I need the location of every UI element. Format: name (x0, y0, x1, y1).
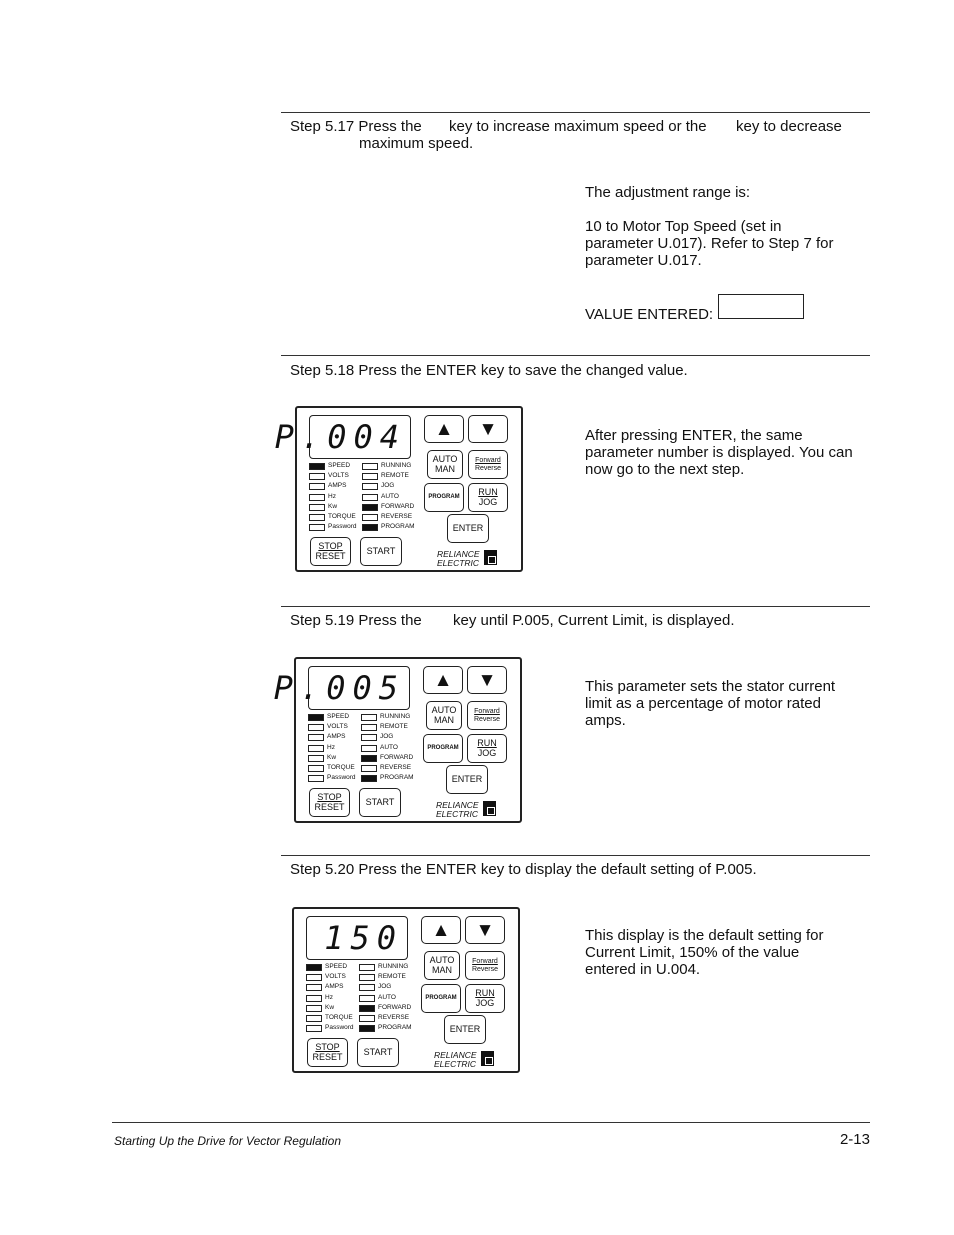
led-label: TORQUE (328, 512, 356, 520)
logo-line-1: RELIANCE (436, 800, 479, 810)
led-row (362, 481, 422, 491)
led-indicator-icon (308, 765, 324, 772)
led-label: FORWARD (380, 753, 414, 761)
reverse-label: Reverse (471, 965, 499, 973)
led-row (306, 962, 361, 972)
led-indicator-icon (362, 473, 378, 480)
led-row (362, 502, 422, 512)
led-indicator-icon (309, 504, 325, 511)
reliance-logo-icon (481, 1051, 494, 1066)
keypad-display (274, 415, 411, 459)
range-title: The adjustment range is: (585, 184, 751, 201)
led-label: REVERSE (380, 763, 412, 771)
led-row (308, 712, 363, 722)
led-indicator-icon (306, 1015, 322, 1022)
led-indicator-icon (361, 714, 377, 721)
enter-button[interactable]: ENTER (446, 765, 488, 794)
reliance-logo-icon (483, 801, 496, 816)
led-indicator-icon (308, 775, 324, 782)
logo-line-1: RELIANCE (437, 549, 480, 559)
led-label: Hz (327, 743, 335, 751)
forward-reverse-button[interactable] (468, 450, 508, 479)
step-5-18-note-1: After pressing ENTER, the same (585, 427, 803, 444)
auto-man-button[interactable] (427, 450, 463, 479)
led-label: JOG (380, 733, 394, 741)
led-label: REMOTE (381, 472, 409, 480)
logo-line-2: ELECTRIC (437, 558, 480, 568)
footer-rule (112, 1122, 870, 1123)
led-label: RUNNING (381, 462, 412, 469)
logo-line-2: ELECTRIC (434, 1059, 477, 1069)
led-row (306, 982, 361, 992)
led-indicator-icon (308, 734, 324, 741)
program-button[interactable]: PROGRAM (423, 734, 463, 763)
led-label: Password (325, 1024, 354, 1032)
run-label: RUN (478, 487, 498, 497)
led-indicator-icon (359, 974, 375, 981)
led-row (309, 512, 364, 522)
down-arrow-icon: ▼ (475, 919, 495, 941)
led-indicator-icon (309, 524, 325, 531)
step-5-20-note-1: This display is the default setting for (585, 927, 824, 944)
logo-line-2: ELECTRIC (436, 809, 479, 819)
led-label: AMPS (327, 733, 346, 741)
keypad-panel (292, 907, 520, 1073)
step-5-17-text-mid: key to increase maximum speed or the (449, 118, 707, 135)
led-row (362, 461, 422, 471)
led-label: JOG (381, 482, 395, 490)
led-indicator-icon (362, 494, 378, 501)
led-row (309, 492, 364, 502)
step-5-20-note-2: Current Limit, 150% of the value (585, 944, 800, 961)
led-row (308, 722, 363, 732)
led-label: Hz (325, 993, 333, 1001)
led-indicator-icon (306, 1025, 322, 1032)
value-entered-box[interactable] (718, 294, 804, 319)
man-label: MAN (432, 964, 452, 975)
up-arrow-button[interactable] (424, 415, 464, 443)
led-row (361, 753, 421, 763)
led-indicator-icon (308, 755, 324, 762)
start-button[interactable]: START (359, 788, 401, 817)
man-label: MAN (435, 463, 455, 474)
led-label: REVERSE (381, 512, 413, 520)
led-indicator-icon (306, 974, 322, 981)
led-row (362, 512, 422, 522)
auto-label: AUTO (431, 705, 457, 715)
led-indicator-icon (306, 995, 322, 1002)
section-rule (281, 112, 870, 113)
program-button[interactable]: PROGRAM (424, 483, 464, 512)
forward-label: Forward (475, 456, 501, 464)
forward-label: Forward (474, 707, 500, 715)
led-indicator-icon (361, 745, 377, 752)
auto-man-button[interactable] (426, 701, 462, 730)
led-label: AMPS (328, 482, 347, 490)
section-rule (281, 355, 870, 356)
led-indicator-icon (362, 524, 378, 531)
run-label: RUN (475, 988, 495, 998)
led-row (306, 1003, 361, 1013)
led-row (359, 1003, 419, 1013)
led-row (361, 722, 421, 732)
led-row (359, 1013, 419, 1023)
led-label: Kw (325, 1003, 335, 1011)
led-row (308, 763, 363, 773)
keypad-panel (274, 406, 523, 572)
led-row (361, 743, 421, 753)
step-5-20-note-3: entered in U.004. (585, 961, 701, 978)
display-readout: 150 (324, 919, 403, 957)
display-readout: P.004 (274, 418, 406, 456)
led-row (361, 732, 421, 742)
jog-label: JOG (477, 747, 497, 758)
stop-reset-button[interactable] (309, 788, 350, 817)
led-label: SPEED (328, 462, 351, 469)
down-arrow-icon: ▼ (477, 669, 497, 691)
run-jog-button[interactable] (467, 734, 507, 763)
led-label: Password (328, 523, 357, 531)
led-row (309, 502, 364, 512)
led-indicator-icon (309, 483, 325, 490)
led-indicator-icon (359, 984, 375, 991)
led-row (308, 743, 363, 753)
led-indicator-icon (361, 775, 377, 782)
led-row (306, 993, 361, 1003)
led-label: REMOTE (380, 723, 408, 731)
led-row (309, 522, 364, 532)
reliance-logo-icon (484, 550, 497, 565)
stop-reset-button[interactable] (307, 1038, 348, 1067)
reset-label: RESET (315, 550, 346, 561)
led-label: SPEED (327, 713, 350, 720)
led-column-left (309, 461, 364, 532)
led-column-right (359, 962, 419, 1033)
step-5-18-note-2: parameter number is displayed. You can (585, 444, 853, 461)
up-arrow-button[interactable] (421, 916, 461, 944)
up-arrow-button[interactable] (423, 666, 463, 694)
led-label: REVERSE (378, 1013, 410, 1021)
led-indicator-icon (306, 984, 322, 991)
auto-man-button[interactable] (424, 951, 460, 980)
run-jog-button[interactable] (468, 483, 508, 512)
led-label: PROGRAM (378, 1024, 412, 1032)
led-indicator-icon (306, 1005, 322, 1012)
enter-button[interactable]: ENTER (444, 1015, 486, 1044)
jog-label: JOG (478, 496, 498, 507)
forward-reverse-button[interactable] (467, 701, 507, 730)
led-column-right (361, 712, 421, 783)
step-5-19-note-1: This parameter sets the stator current (585, 678, 836, 695)
reliance-logo-text (437, 550, 480, 568)
step-5-17-text-line2: maximum speed. (359, 135, 474, 152)
led-row (309, 461, 364, 471)
step-5-17-text: Step 5.17 Press the (290, 118, 422, 135)
keypad-display (273, 666, 410, 710)
led-row (359, 993, 419, 1003)
led-row (309, 481, 364, 491)
led-row (359, 982, 419, 992)
reverse-label: Reverse (473, 715, 501, 723)
section-rule (281, 606, 870, 607)
led-label: FORWARD (378, 1003, 412, 1011)
led-indicator-icon (309, 463, 325, 470)
led-label: PROGRAM (380, 774, 414, 782)
led-label: SPEED (325, 963, 348, 970)
run-label: RUN (477, 738, 497, 748)
led-row (308, 753, 363, 763)
step-5-18-note-3: now go to the next step. (585, 461, 745, 478)
down-arrow-button[interactable] (467, 666, 507, 694)
led-indicator-icon (359, 964, 375, 971)
led-indicator-icon (306, 964, 322, 971)
logo-line-1: RELIANCE (434, 1050, 477, 1060)
led-label: RUNNING (378, 963, 409, 970)
led-row (306, 1013, 361, 1023)
led-indicator-icon (309, 514, 325, 521)
start-button[interactable]: START (360, 537, 402, 566)
led-label: AMPS (325, 983, 344, 991)
led-indicator-icon (359, 1025, 375, 1032)
reset-label: RESET (312, 1051, 343, 1062)
stop-reset-button[interactable] (310, 537, 351, 566)
led-row (308, 773, 363, 783)
step-5-19-note-2: limit as a percentage of motor rated (585, 695, 821, 712)
reverse-label: Reverse (474, 464, 502, 472)
led-row (309, 471, 364, 481)
led-column-left (306, 962, 361, 1033)
led-indicator-icon (361, 765, 377, 772)
led-label: JOG (378, 983, 392, 991)
stop-label: STOP (315, 1042, 340, 1052)
led-column-left (308, 712, 363, 783)
reliance-logo-text (434, 1051, 477, 1069)
led-indicator-icon (308, 724, 324, 731)
range-line-1: 10 to Motor Top Speed (set in (585, 218, 782, 235)
up-arrow-icon: ▲ (434, 418, 454, 440)
stop-label: STOP (317, 792, 342, 802)
keypad-display (306, 916, 408, 960)
led-row (361, 773, 421, 783)
reset-label: RESET (314, 801, 345, 812)
step-5-20-text: Step 5.20 Press the ENTER key to display the default setting of P.005. (290, 861, 757, 878)
down-arrow-icon: ▼ (478, 418, 498, 440)
value-entered-label: VALUE ENTERED: (585, 306, 714, 323)
led-label: TORQUE (327, 763, 355, 771)
led-indicator-icon (362, 463, 378, 470)
led-label: RUNNING (380, 713, 411, 720)
led-row (308, 732, 363, 742)
program-button[interactable]: PROGRAM (421, 984, 461, 1013)
led-indicator-icon (361, 734, 377, 741)
led-label: Kw (327, 753, 337, 761)
page-number: 2-13 (839, 1131, 870, 1148)
led-label: VOLTS (325, 973, 346, 981)
led-row (359, 962, 419, 972)
stop-label: STOP (318, 541, 343, 551)
led-label: Hz (328, 492, 336, 500)
down-arrow-button[interactable] (465, 916, 505, 944)
keypad-panel (273, 657, 522, 823)
display-readout: P.005 (273, 669, 405, 707)
led-label: REMOTE (378, 973, 406, 981)
led-row (359, 1023, 419, 1033)
up-arrow-icon: ▲ (433, 669, 453, 691)
range-line-3: parameter U.017. (585, 252, 702, 269)
led-indicator-icon (309, 494, 325, 501)
led-label: TORQUE (325, 1013, 353, 1021)
down-arrow-button[interactable] (468, 415, 508, 443)
start-button[interactable]: START (357, 1038, 399, 1067)
led-indicator-icon (362, 483, 378, 490)
step-5-19-text: Step 5.19 Press the (290, 612, 422, 629)
led-indicator-icon (361, 755, 377, 762)
man-label: MAN (434, 714, 454, 725)
led-indicator-icon (359, 1005, 375, 1012)
reliance-logo-text (436, 801, 479, 819)
led-row (362, 471, 422, 481)
section-rule (281, 855, 870, 856)
led-label: AUTO (378, 993, 396, 1001)
led-row (362, 522, 422, 532)
led-indicator-icon (362, 514, 378, 521)
led-row (362, 492, 422, 502)
led-row (361, 763, 421, 773)
led-row (306, 972, 361, 982)
enter-button[interactable]: ENTER (447, 514, 489, 543)
led-label: Password (327, 774, 356, 782)
led-row (361, 712, 421, 722)
led-label: Kw (328, 502, 338, 510)
range-line-2: parameter U.017). Refer to Step 7 for (585, 235, 834, 252)
led-label: AUTO (381, 492, 399, 500)
up-arrow-icon: ▲ (431, 919, 451, 941)
led-indicator-icon (361, 724, 377, 731)
jog-label: JOG (475, 997, 495, 1008)
led-row (306, 1023, 361, 1033)
step-5-17-text-end: key to decrease (736, 118, 842, 135)
led-indicator-icon (309, 473, 325, 480)
auto-label: AUTO (429, 955, 455, 965)
step-5-19-note-3: amps. (585, 712, 626, 729)
forward-reverse-button[interactable] (465, 951, 505, 980)
step-5-19-text-end: key until P.005, Current Limit, is displayed. (453, 612, 735, 629)
led-label: PROGRAM (381, 523, 415, 531)
footer-title: Starting Up the Drive for Vector Regulation (114, 1134, 341, 1148)
run-jog-button[interactable] (465, 984, 505, 1013)
led-label: FORWARD (381, 502, 415, 510)
led-indicator-icon (308, 714, 324, 721)
step-5-18-text: Step 5.18 Press the ENTER key to save the changed value. (290, 362, 688, 379)
led-label: AUTO (380, 743, 398, 751)
led-column-right (362, 461, 422, 532)
forward-label: Forward (472, 957, 498, 965)
led-label: VOLTS (328, 472, 349, 480)
led-label: VOLTS (327, 723, 348, 731)
led-row (359, 972, 419, 982)
led-indicator-icon (359, 1015, 375, 1022)
auto-label: AUTO (432, 454, 458, 464)
led-indicator-icon (359, 995, 375, 1002)
led-indicator-icon (308, 745, 324, 752)
led-indicator-icon (362, 504, 378, 511)
